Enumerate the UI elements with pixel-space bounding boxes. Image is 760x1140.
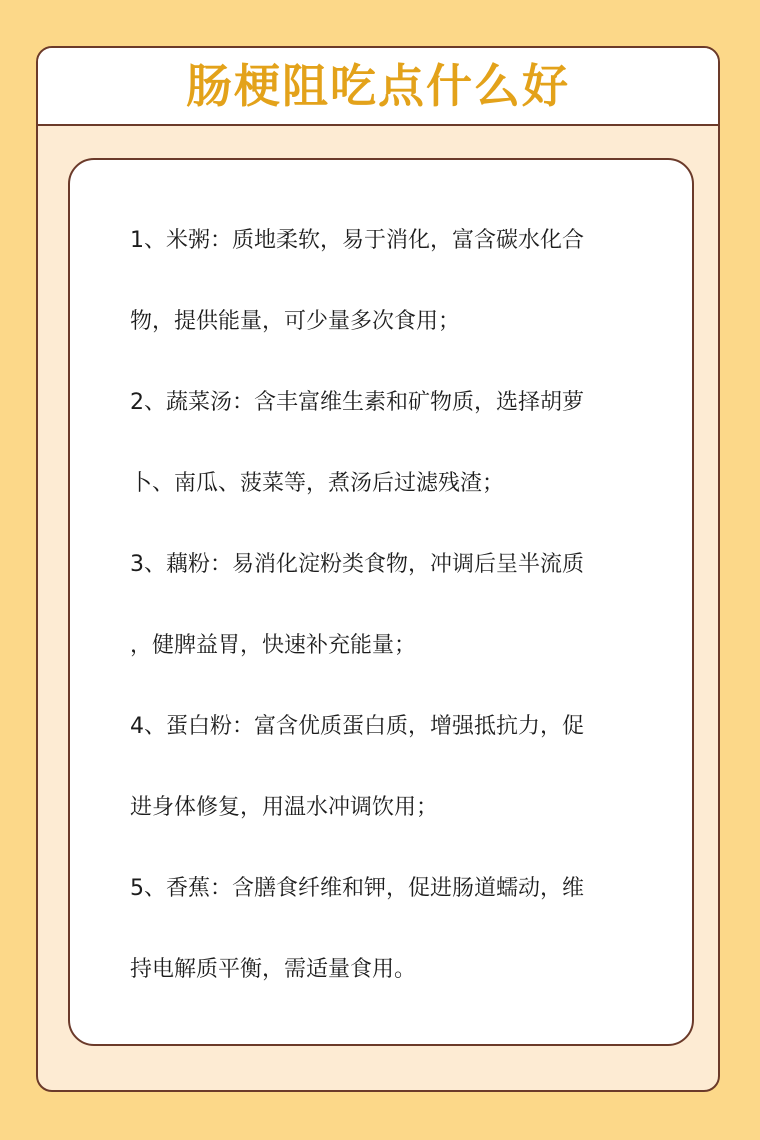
card-header	[38, 48, 718, 126]
food-item-1-line-1: 1、米粥：质地柔软，易于消化，富含碳水化合	[130, 228, 584, 253]
food-item-3-line-1: 3、藕粉：易消化淀粉类食物，冲调后呈半流质	[130, 552, 584, 577]
info-card	[36, 46, 720, 1092]
food-item-5-line-2: 持电解质平衡，需适量食用。	[130, 957, 417, 982]
food-item-5-line-1: 5、香蕉：含膳食纤维和钾，促进肠道蠕动，维	[130, 876, 584, 901]
food-item-1-line-2: 物，提供能量，可少量多次食用；	[130, 309, 461, 334]
food-item-2-line-2: 卜、南瓜、菠菜等，煮汤后过滤残渣；	[130, 471, 505, 496]
food-list	[130, 200, 630, 1010]
page-title: 肠梗阻吃点什么好	[186, 59, 570, 113]
food-item-2-line-1: 2、蔬菜汤：含丰富维生素和矿物质，选择胡萝	[130, 390, 584, 415]
food-item-4-line-1: 4、蛋白粉：富含优质蛋白质，增强抵抗力，促	[130, 714, 584, 739]
food-item-4-line-2: 进身体修复，用温水冲调饮用；	[130, 795, 439, 820]
content-panel	[68, 158, 694, 1046]
food-item-3-line-2: ，健脾益胃，快速补充能量；	[130, 633, 417, 658]
